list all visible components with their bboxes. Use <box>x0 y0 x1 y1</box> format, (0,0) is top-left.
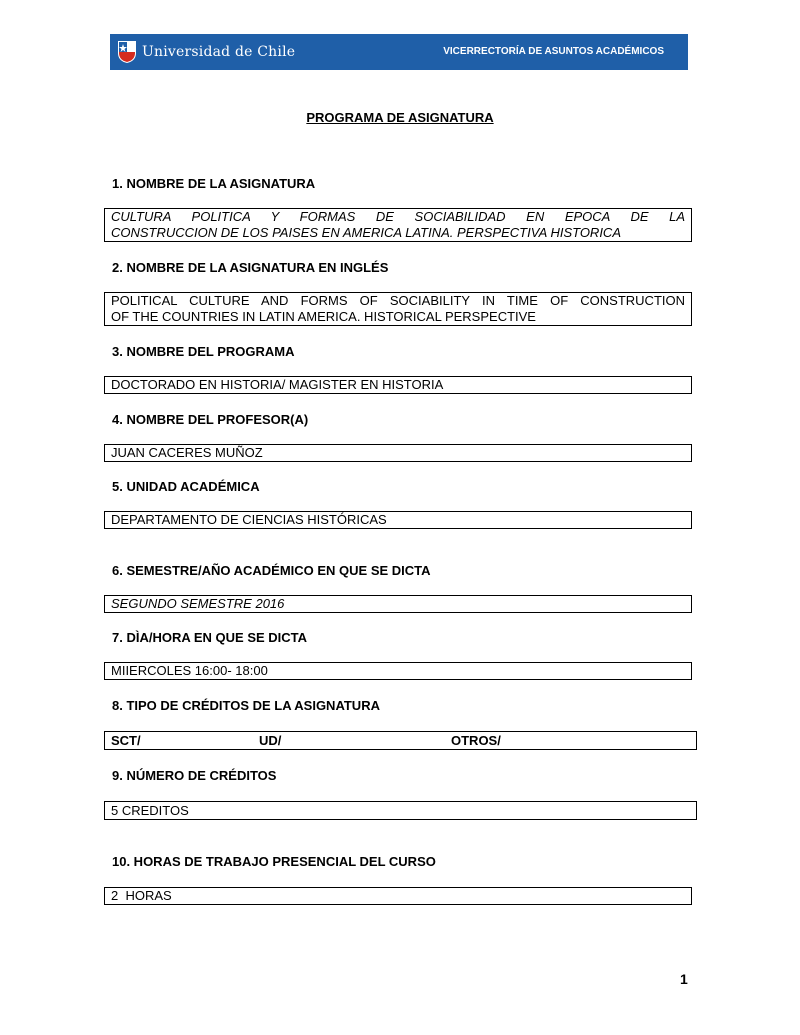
section-3-heading: 3. NOMBRE DEL PROGRAMA <box>112 344 295 359</box>
section-7-value: MIIERCOLES 16:00- 18:00 <box>111 663 268 678</box>
credit-type-ud: UD/ <box>259 733 282 748</box>
section-5-value: DEPARTAMENTO DE CIENCIAS HISTÓRICAS <box>111 512 387 527</box>
section-1-line-1: CULTURA POLITICA Y FORMAS DE SOCIABILIDAD EN EPOCA DE LA <box>111 209 685 224</box>
credit-type-otros: OTROS/ <box>451 733 501 748</box>
header-banner <box>110 34 688 70</box>
university-name: Universidad de Chile <box>142 44 296 60</box>
section-2-line-1: POLITICAL CULTURE AND FORMS OF SOCIABILITY IN TIME OF CONSTRUCTION <box>111 293 685 308</box>
section-9-heading: 9. NÚMERO DE CRÉDITOS <box>112 768 277 783</box>
section-10-heading: 10. HORAS DE TRABAJO PRESENCIAL DEL CURSO <box>112 854 436 869</box>
section-4-heading: 4. NOMBRE DEL PROFESOR(A) <box>112 412 309 427</box>
section-2-box <box>104 292 692 326</box>
section-5-heading: 5. UNIDAD ACADÉMICA <box>112 479 260 494</box>
section-3-box <box>104 376 692 394</box>
document-title: PROGRAMA DE ASIGNATURA <box>306 110 494 125</box>
section-7-heading: 7. DÌA/HORA EN QUE SE DICTA <box>112 630 308 645</box>
section-4-box <box>104 444 692 462</box>
section-1-heading: 1. NOMBRE DE LA ASIGNATURA <box>112 176 316 191</box>
section-6-heading: 6. SEMESTRE/AÑO ACADÉMICO EN QUE SE DICTA <box>112 563 431 578</box>
section-8-heading: 8. TIPO DE CRÉDITOS DE LA ASIGNATURA <box>112 698 380 713</box>
section-8-box <box>104 731 697 750</box>
section-6-value: SEGUNDO SEMESTRE 2016 <box>111 596 285 611</box>
section-5-box <box>104 511 692 529</box>
section-1-box <box>104 208 692 242</box>
section-7-box <box>104 662 692 680</box>
section-2-line-2: OF THE COUNTRIES IN LATIN AMERICA. HISTORICAL PERSPECTIVE <box>111 309 536 324</box>
section-9-value: 5 CREDITOS <box>111 803 189 818</box>
section-9-box <box>104 801 697 820</box>
section-4-value: JUAN CACERES MUÑOZ <box>111 445 263 460</box>
vicerrectoria-label: VICERRECTORÍA DE ASUNTOS ACADÉMICOS <box>443 46 664 57</box>
university-crest-icon <box>117 40 137 64</box>
section-6-box <box>104 595 692 613</box>
page-number: 1 <box>680 971 688 987</box>
section-10-value: 2 HORAS <box>111 888 172 903</box>
section-3-value: DOCTORADO EN HISTORIA/ MAGISTER EN HISTORIA <box>111 377 444 392</box>
section-10-box <box>104 887 692 905</box>
section-1-line-2: CONSTRUCCION DE LOS PAISES EN AMERICA LATINA. PERSPECTIVA HISTORICA <box>111 225 621 240</box>
section-2-heading: 2. NOMBRE DE LA ASIGNATURA EN INGLÉS <box>112 260 389 275</box>
credit-type-sct: SCT/ <box>111 733 141 748</box>
